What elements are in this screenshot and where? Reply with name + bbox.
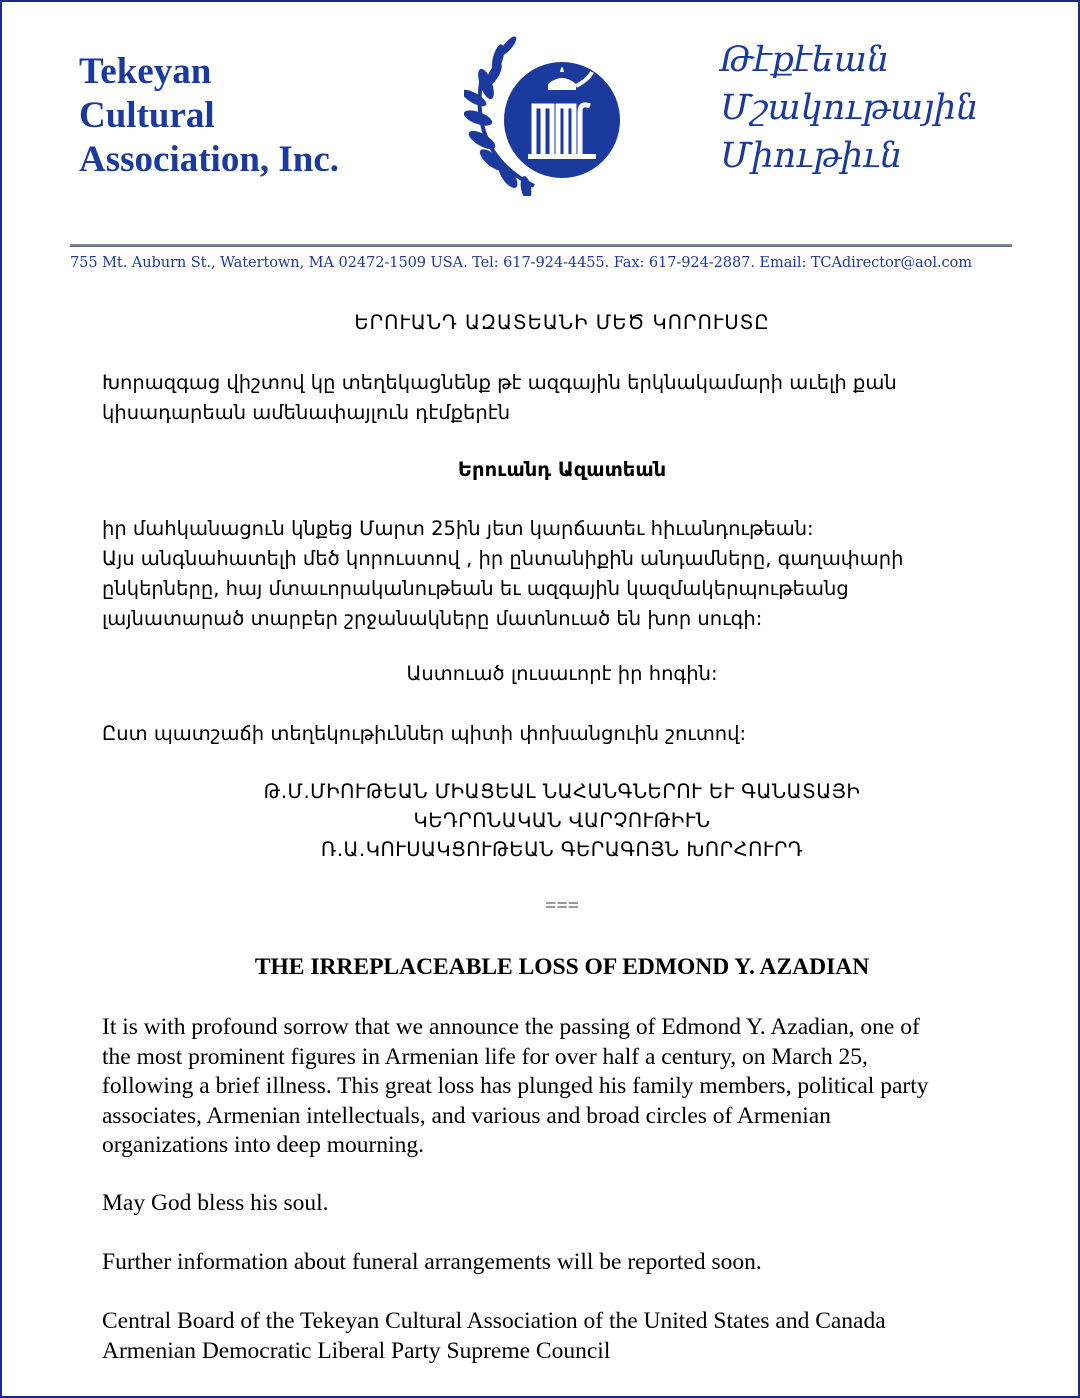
english-blessing: May God bless his soul. [102,1190,329,1216]
org-name-armenian-line: Միութիւն [720,136,903,176]
armenian-title: ԵՐՈՒԱՆԴ ԱԶԱՏԵԱՆԻ ՄԵԾ ԿՈՐՈՒՍՏԸ [354,311,770,334]
english-title: THE IRREPLACEABLE LOSS OF EDMOND Y. AZADIAN [254,954,870,980]
org-name-english-line: Cultural [79,95,215,136]
signature-line: Central Board of the Tekeyan Cultural Association of the United States and Canada [102,1308,886,1334]
english-notice: Further information about funeral arrangements will be reported soon. [102,1249,762,1275]
text-line: It is with profound sorrow that we announce the passing of Edmond Y. Azadian, one of [102,1014,920,1040]
text-line: the most prominent figures in Armenian life for over half a century, on March 25, [102,1043,868,1070]
contact-address: 755 Mt. Auburn St., Watertown, MA 02472-1509 USA. Tel: 617-924-4455. Fax: 617-924-2887. Email: TCAdirector@aol.com [70,254,972,271]
english-paragraph [102,1013,1032,1161]
text-line: կիսադարեան ամենափայլուն դէմքերէն [102,401,511,424]
armenian-notice: Ըստ պատշաճի տեղեկութիւններ պիտի փոխանցուին շուտով: [102,722,747,745]
text-line: ընկերները, հայ մտաւորականութեան եւ ազգային կազմակերպութեանց [102,577,849,600]
org-name-armenian [720,36,979,180]
org-name-armenian-line: Թէքէեան [720,40,890,80]
org-name-english-line: Association, Inc. [79,139,340,180]
armenian-blessing: Աստուած լուսաւորէ իր հոգին: [406,662,718,685]
armenian-signature [102,777,1022,864]
signature-line: ԿԵԴՐՈՆԱԿԱՆ ՎԱՐՉՈՒԹԻՒՆ [413,809,711,832]
armenian-paragraph [102,368,1002,428]
signature-line: Armenian Democratic Liberal Party Supreme Council [102,1337,611,1364]
text-line: Այս անգնահատելի մեծ կորուստով , իր ընտանիքին անդամները, գաղափարի [102,547,904,570]
english-signature [102,1307,1032,1366]
text-line: organizations into deep mourning. [102,1132,424,1158]
deceased-name: Երուանդ Ազատեան [457,458,667,481]
text-line: following a brief illness. This great loss has plunged his family members, political party [102,1073,929,1099]
section-divider: === [545,895,579,917]
text-line: Խորազգաց վիշտով կը տեղեկացնենք թէ ազգային երկնակամարի աւելի քան [102,371,897,394]
signature-line: Թ.Մ.ՄԻՈՒԹԵԱՆ ՄԻԱՑԵԱԼ ՆԱՀԱՆԳՆԵՐՈՒ ԵՒ ԳԱՆԱՏԱՅԻ [263,780,861,803]
text-line: associates, Armenian intellectuals, and various and broad circles of Armenian [102,1102,831,1129]
header-divider [70,244,1012,247]
armenian-paragraph [102,514,1002,634]
org-name-english-line: Tekeyan [79,51,212,92]
org-name-english [79,50,339,182]
text-line: իր մահկանացուն կնքեց Մարտ 25ին յետ կարճատեւ հիւանդութեան: [102,517,814,540]
signature-line: Ռ.Ա.ԿՈՒՍԱԿՑՈՒԹԵԱՆ ԳԵՐԱԳՈՅՆ ԽՈՐՀՈՒՐԴ [320,838,804,861]
tca-emblem-icon [464,36,624,196]
org-name-armenian-line: Մշակութային [720,88,979,128]
text-line: լայնատարած տարբեր շրջանակները մատնուած են խոր սուգի: [102,607,763,630]
